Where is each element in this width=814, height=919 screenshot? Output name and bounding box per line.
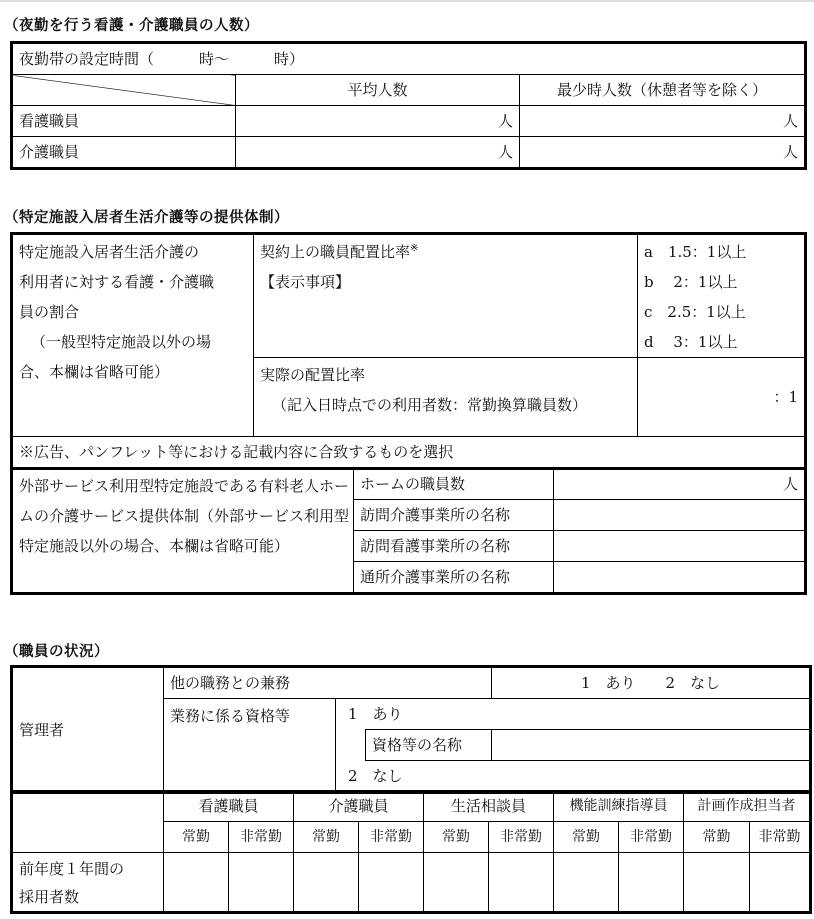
- row-label: 看護職員: [12, 106, 236, 137]
- actual-ratio-note: （記入日時点での利用者数：常勤換算職員数）: [272, 396, 588, 414]
- group-header: 介護職員: [294, 791, 424, 822]
- actual-ratio-value[interactable]: ：1: [638, 358, 806, 437]
- full-time-header: 常勤: [164, 822, 229, 853]
- hired-label-cell: [12, 853, 164, 913]
- actual-ratio-cell: [254, 358, 638, 437]
- night-shift-table: [10, 41, 807, 170]
- hired-count-input[interactable]: [424, 853, 489, 913]
- table-row: [12, 106, 806, 137]
- qualification-indent: [336, 730, 366, 761]
- hired-count-input[interactable]: [229, 853, 294, 913]
- staff-blank-header: [12, 791, 164, 853]
- ratio-option[interactable]: b 2：1以上: [644, 273, 738, 291]
- provision-heading: （特定施設入居者生活介護等の提供体制）: [4, 210, 289, 226]
- manager-table: [10, 665, 812, 794]
- other-duty-label: 他の職務との兼務: [164, 667, 492, 699]
- part-time-header: 非常勤: [750, 822, 811, 853]
- part-time-header: 非常勤: [359, 822, 424, 853]
- ratio-option[interactable]: d 3：1以上: [644, 333, 738, 351]
- hired-count-input[interactable]: [619, 853, 684, 913]
- hired-label-line: 採用者数: [19, 888, 80, 906]
- min-count-header: 最少時人数（休憩者等を除く）: [520, 75, 806, 106]
- full-time-header: 常勤: [684, 822, 750, 853]
- diagonal-header-cell: [12, 75, 236, 106]
- table-row: [12, 137, 806, 169]
- staff-hiring-table: [10, 790, 812, 914]
- external-row-label: ホームの職員数: [354, 469, 554, 500]
- ratio-option[interactable]: c 2.5：1以上: [644, 303, 746, 321]
- min-input-cell[interactable]: 人: [520, 106, 806, 137]
- ratio-label-line: 特定施設入居者生活介護の: [19, 243, 200, 261]
- selection-footnote: ※広告、パンフレット等における記載内容に合致するものを選択: [12, 437, 806, 469]
- display-item-label: 【表示事項】: [260, 273, 351, 291]
- external-service-label: 外部サービス利用型特定施設である有料老人ホームの介護サービス提供体制（外部サービス利用型特定施設以外の場合、本欄は省略可能）: [12, 469, 354, 594]
- hired-label-line: 前年度１年間の: [19, 860, 125, 878]
- provision-ratio-table: [10, 232, 807, 470]
- qualification-name-input[interactable]: [492, 730, 811, 761]
- qualification-label: 業務に係る資格等: [164, 699, 336, 793]
- ratio-options-cell: [638, 234, 806, 358]
- night-time-setting: 夜勤帯の設定時間（ 時～ 時）: [12, 43, 806, 75]
- avg-input-cell[interactable]: 人: [236, 106, 520, 137]
- external-row-label: 通所介護事業所の名称: [354, 562, 554, 594]
- avg-count-header: 平均人数: [236, 75, 520, 106]
- group-header: 機能訓練指導員: [554, 791, 684, 822]
- full-time-header: 常勤: [424, 822, 489, 853]
- hired-count-input[interactable]: [294, 853, 359, 913]
- full-time-header: 常勤: [294, 822, 359, 853]
- night-shift-heading: （夜勤を行う看護・介護職員の人数）: [4, 18, 259, 34]
- top-border-line: [0, 0, 814, 2]
- contract-ratio-cell: [254, 234, 638, 358]
- external-row-value[interactable]: 人: [554, 469, 806, 500]
- footnote-mark: ※: [410, 243, 419, 254]
- hired-count-input[interactable]: [684, 853, 750, 913]
- ratio-note-line: （一般型特定施設以外の場: [31, 333, 212, 351]
- ratio-label-line: 利用者に対する看護・介護職: [19, 273, 215, 291]
- part-time-header: 非常勤: [229, 822, 294, 853]
- external-row-label: 訪問介護事業所の名称: [354, 500, 554, 531]
- hired-count-input[interactable]: [489, 853, 554, 913]
- contract-ratio-title: 契約上の職員配置比率: [260, 243, 411, 261]
- qualification-yes[interactable]: 1 あり: [336, 699, 811, 730]
- hired-count-input[interactable]: [164, 853, 229, 913]
- avg-input-cell[interactable]: 人: [236, 137, 520, 169]
- actual-ratio-title: 実際の配置比率: [260, 366, 366, 384]
- qualification-name-label: 資格等の名称: [366, 730, 492, 761]
- hired-count-input[interactable]: [359, 853, 424, 913]
- external-row-label: 訪問看護事業所の名称: [354, 531, 554, 562]
- hired-count-input[interactable]: [750, 853, 811, 913]
- min-input-cell[interactable]: 人: [520, 137, 806, 169]
- external-row-value[interactable]: [554, 531, 806, 562]
- part-time-header: 非常勤: [489, 822, 554, 853]
- external-row-value[interactable]: [554, 500, 806, 531]
- qualification-no[interactable]: 2 なし: [336, 761, 811, 793]
- part-time-header: 非常勤: [619, 822, 684, 853]
- ratio-label-line: 員の割合: [19, 303, 80, 321]
- external-row-value[interactable]: [554, 562, 806, 594]
- ratio-label-cell: [12, 234, 254, 437]
- full-time-header: 常勤: [554, 822, 619, 853]
- ratio-option[interactable]: a 1.5：1以上: [644, 243, 747, 261]
- group-header: 看護職員: [164, 791, 294, 822]
- group-header: 計画作成担当者: [684, 791, 811, 822]
- manager-label: 管理者: [12, 667, 164, 793]
- row-label: 介護職員: [12, 137, 236, 169]
- hired-count-input[interactable]: [554, 853, 619, 913]
- other-duty-options[interactable]: 1 あり 2 なし: [492, 667, 811, 699]
- group-header: 生活相談員: [424, 791, 554, 822]
- external-service-table: [10, 468, 807, 595]
- ratio-note-line: 合、本欄は省略可能）: [19, 363, 170, 381]
- staff-status-heading: （職員の状況）: [4, 644, 109, 660]
